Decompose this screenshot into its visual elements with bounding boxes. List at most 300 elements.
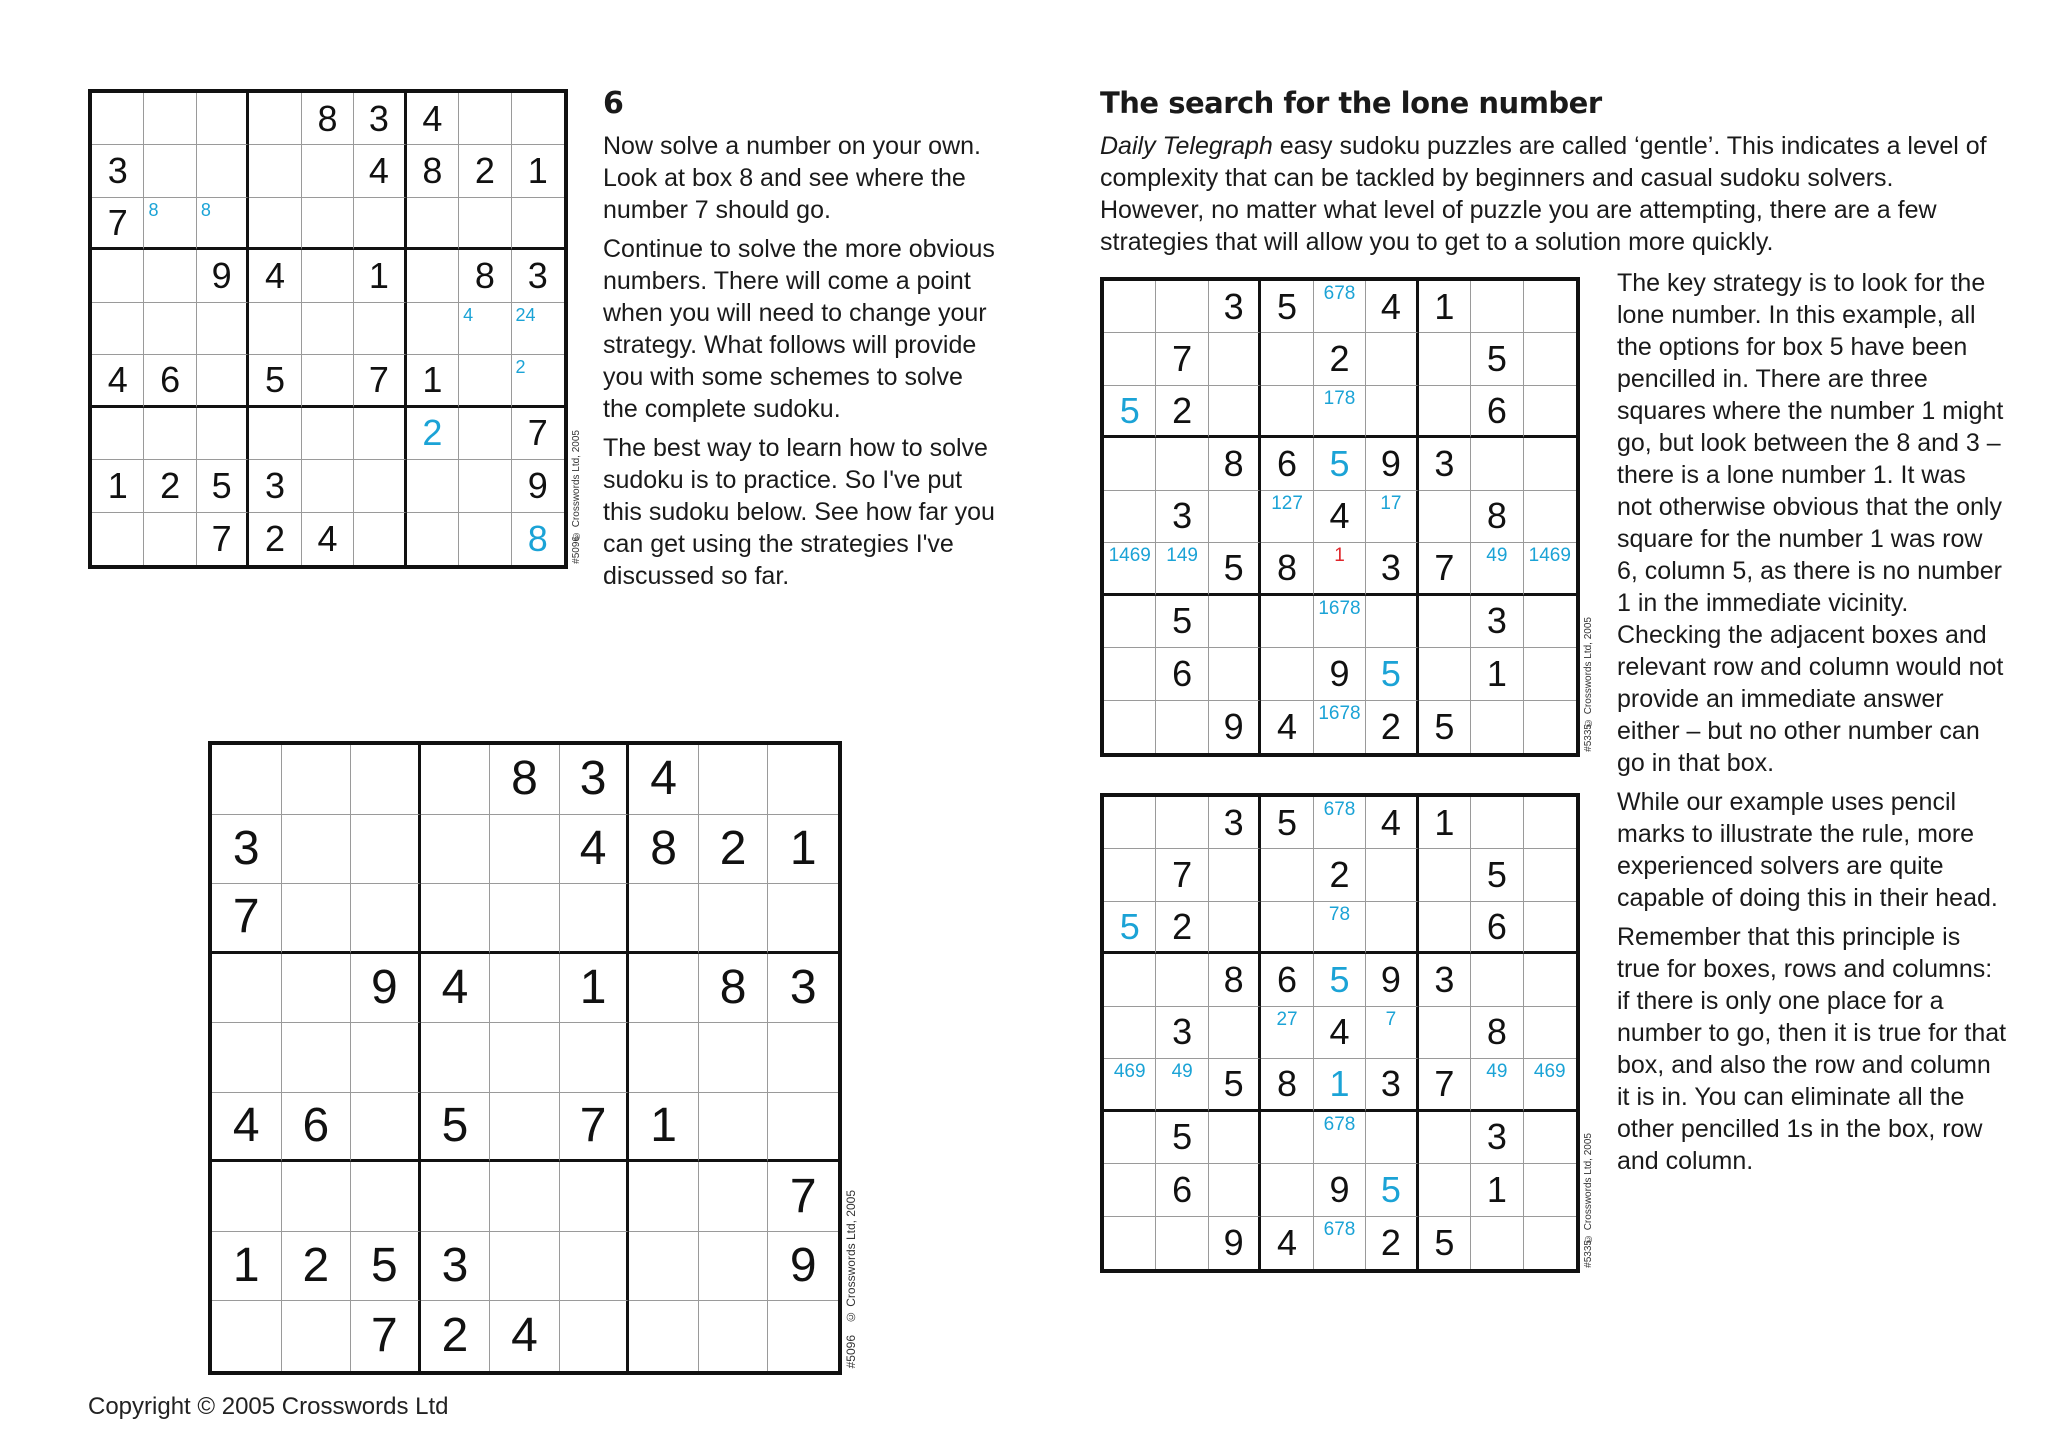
sudoku-cell bbox=[1366, 849, 1418, 901]
sudoku-cell bbox=[1524, 1164, 1576, 1216]
pencil-mark: 678 bbox=[1323, 283, 1356, 304]
sudoku-cell bbox=[1209, 1059, 1261, 1111]
sudoku-cell bbox=[282, 1023, 352, 1093]
given-digit: 3 bbox=[107, 150, 128, 192]
sudoku-cell bbox=[144, 93, 196, 145]
sudoku-cell bbox=[1261, 1217, 1313, 1269]
pencil-mark: 49 bbox=[1171, 1061, 1193, 1083]
sudoku-cell bbox=[1104, 1217, 1156, 1269]
pencil-mark: 1469 bbox=[1108, 545, 1151, 567]
given-digit: 1 bbox=[1486, 652, 1507, 694]
sudoku-cell bbox=[354, 250, 406, 302]
given-digit: 8 bbox=[474, 255, 495, 297]
sudoku-cell bbox=[1524, 491, 1576, 543]
sudoku-cell bbox=[351, 815, 421, 885]
sudoku-cell bbox=[302, 198, 354, 250]
sudoku-cell bbox=[1156, 1059, 1208, 1111]
sudoku-cell bbox=[351, 1093, 421, 1163]
pencil-mark: 1678 bbox=[1318, 597, 1361, 619]
sudoku-cell bbox=[1261, 596, 1313, 648]
sudoku-cell bbox=[1156, 543, 1208, 595]
given-digit: 3 bbox=[1486, 1116, 1507, 1158]
sudoku-cell bbox=[1419, 797, 1471, 849]
copyright-notice: Copyright © 2005 Crosswords Ltd bbox=[88, 1393, 449, 1420]
given-digit: 2 bbox=[441, 1309, 469, 1363]
sudoku-cell bbox=[351, 1232, 421, 1302]
sudoku-cell bbox=[282, 1093, 352, 1163]
sudoku-cell bbox=[768, 1093, 838, 1163]
pencil-mark: 24 bbox=[515, 304, 536, 325]
sudoku-cell bbox=[1104, 596, 1156, 648]
given-digit: 2 bbox=[302, 1239, 330, 1293]
sudoku-cell bbox=[1314, 596, 1366, 648]
sudoku-cell bbox=[1104, 333, 1156, 385]
sudoku-cell bbox=[351, 745, 421, 815]
sudoku-grid-step-6 bbox=[88, 89, 568, 569]
step-text bbox=[603, 130, 1003, 599]
sudoku-cell bbox=[1366, 1217, 1418, 1269]
sudoku-cell bbox=[1104, 849, 1156, 901]
given-digit: 3 bbox=[1434, 959, 1455, 1001]
sudoku-cell bbox=[144, 198, 196, 250]
sudoku-cell bbox=[629, 1301, 699, 1371]
sudoku-cell bbox=[1261, 491, 1313, 543]
sudoku-cell bbox=[1314, 1007, 1366, 1059]
sudoku-cell bbox=[1209, 701, 1261, 753]
sudoku-cell bbox=[1366, 333, 1418, 385]
sudoku-cell bbox=[1104, 648, 1156, 700]
sudoku-cell bbox=[1366, 438, 1418, 490]
given-digit: 5 bbox=[371, 1239, 398, 1293]
given-digit: 2 bbox=[1172, 905, 1193, 947]
sudoku-cell bbox=[1314, 1112, 1366, 1164]
sudoku-cell bbox=[1209, 954, 1261, 1006]
given-digit: 5 bbox=[1277, 801, 1298, 843]
sudoku-cell bbox=[512, 513, 564, 565]
sudoku-cell bbox=[1366, 797, 1418, 849]
sudoku-cell bbox=[354, 355, 406, 407]
step-paragraph-2: Continue to solve the more obvious numbers. There will come a point when you will need to change your strategy. What follows will provide you with some schemes to solve the complete sudoku. bbox=[603, 235, 995, 423]
sudoku-cell bbox=[1524, 1112, 1576, 1164]
sudoku-cell bbox=[1419, 596, 1471, 648]
sudoku-cell bbox=[1471, 902, 1523, 954]
sudoku-cell bbox=[1524, 1217, 1576, 1269]
sudoku-cell bbox=[490, 1301, 560, 1371]
sudoku-cell bbox=[1471, 1164, 1523, 1216]
sudoku-cell bbox=[490, 884, 560, 954]
sudoku-cell bbox=[560, 1232, 630, 1302]
sudoku-cell bbox=[1209, 543, 1261, 595]
sudoku-cell bbox=[354, 198, 406, 250]
sudoku-cell bbox=[144, 460, 196, 512]
sudoku-cell bbox=[1104, 491, 1156, 543]
step-number: 6 bbox=[603, 86, 624, 121]
sudoku-cell bbox=[1314, 648, 1366, 700]
sudoku-cell bbox=[1524, 902, 1576, 954]
pencil-mark: 678 bbox=[1323, 1218, 1356, 1240]
sudoku-cell bbox=[560, 745, 630, 815]
given-digit: 7 bbox=[1172, 338, 1193, 380]
sudoku-cell bbox=[1209, 1217, 1261, 1269]
pencil-mark: 678 bbox=[1323, 799, 1356, 820]
sudoku-cell bbox=[1419, 954, 1471, 1006]
given-digit: 7 bbox=[368, 358, 389, 400]
sudoku-cell bbox=[351, 1301, 421, 1371]
intro-title-italic: Daily Telegraph bbox=[1100, 132, 1273, 160]
sudoku-cell bbox=[1471, 648, 1523, 700]
sudoku-cell bbox=[144, 303, 196, 355]
sudoku-cell bbox=[1261, 701, 1313, 753]
sudoku-cell bbox=[1156, 648, 1208, 700]
sudoku-cell bbox=[407, 198, 459, 250]
sudoku-cell bbox=[1104, 543, 1156, 595]
sudoku-cell bbox=[1419, 701, 1471, 753]
sudoku-cell bbox=[699, 954, 769, 1024]
sudoku-cell bbox=[1419, 438, 1471, 490]
sudoku-cell bbox=[1156, 1164, 1208, 1216]
given-digit: 8 bbox=[1223, 443, 1244, 485]
sudoku-cell bbox=[249, 303, 301, 355]
sudoku-cell bbox=[249, 145, 301, 197]
sudoku-cell bbox=[1314, 281, 1366, 333]
step-paragraph-1: Now solve a number on your own. Look at box 8 and see where the number 7 should go. bbox=[603, 132, 981, 224]
given-digit: 3 bbox=[1223, 285, 1244, 327]
sudoku-cell bbox=[1209, 1007, 1261, 1059]
sudoku-cell bbox=[212, 1162, 282, 1232]
sudoku-cell bbox=[459, 303, 511, 355]
given-digit: 9 bbox=[1380, 959, 1401, 1001]
sudoku-cell bbox=[560, 1301, 630, 1371]
sudoku-cell bbox=[421, 1301, 491, 1371]
sudoku-cell bbox=[1156, 491, 1208, 543]
section-heading: The search for the lone number bbox=[1100, 86, 1602, 120]
sudoku-cell bbox=[1209, 596, 1261, 648]
sudoku-cell bbox=[512, 145, 564, 197]
given-digit: 7 bbox=[527, 412, 548, 454]
sudoku-cell bbox=[92, 355, 144, 407]
given-digit: 5 bbox=[1434, 1221, 1455, 1263]
sudoku-cell bbox=[1471, 1112, 1523, 1164]
sudoku-cell bbox=[1104, 1007, 1156, 1059]
sudoku-cell bbox=[459, 513, 511, 565]
given-digit: 5 bbox=[1277, 285, 1298, 327]
pencil-mark: 8 bbox=[148, 199, 159, 220]
sudoku-cell bbox=[1471, 701, 1523, 753]
sudoku-cell bbox=[1209, 438, 1261, 490]
sudoku-cell bbox=[1261, 333, 1313, 385]
sudoku-cell bbox=[1209, 333, 1261, 385]
sudoku-cell bbox=[1104, 1164, 1156, 1216]
sudoku-cell bbox=[407, 303, 459, 355]
sudoku-cell bbox=[407, 145, 459, 197]
pencil-marks-grid-before bbox=[1100, 277, 1580, 757]
sudoku-cell bbox=[1209, 1112, 1261, 1164]
sudoku-cell bbox=[560, 1093, 630, 1163]
grid3-number: #5335 bbox=[1583, 724, 1594, 752]
sudoku-cell bbox=[1471, 1217, 1523, 1269]
grid2-credit: © Crosswords Ltd, 2005 bbox=[844, 1190, 858, 1325]
sudoku-cell bbox=[92, 303, 144, 355]
sudoku-cell bbox=[144, 408, 196, 460]
given-digit: 4 bbox=[232, 1099, 260, 1153]
given-digit: 2 bbox=[719, 821, 747, 875]
sudoku-cell bbox=[1419, 902, 1471, 954]
pencil-mark: 4 bbox=[463, 304, 474, 325]
sudoku-cell bbox=[1156, 281, 1208, 333]
sudoku-cell bbox=[1471, 438, 1523, 490]
sudoku-cell bbox=[1261, 1007, 1313, 1059]
sudoku-cell bbox=[1471, 491, 1523, 543]
sudoku-cell bbox=[1524, 701, 1576, 753]
sudoku-cell bbox=[768, 1232, 838, 1302]
given-digit: 4 bbox=[368, 150, 389, 192]
highlighted-digit: 5 bbox=[1119, 905, 1140, 947]
highlighted-digit: 5 bbox=[1329, 959, 1350, 1001]
sudoku-cell bbox=[1524, 438, 1576, 490]
given-digit: 5 bbox=[1172, 1116, 1193, 1158]
intro-paragraph bbox=[1100, 130, 2000, 258]
given-digit: 6 bbox=[1277, 443, 1298, 485]
sudoku-cell bbox=[212, 1093, 282, 1163]
given-digit: 7 bbox=[1434, 546, 1455, 588]
grid1-number: #5096 bbox=[571, 536, 582, 564]
sudoku-cell bbox=[1261, 438, 1313, 490]
sudoku-cell bbox=[351, 884, 421, 954]
sudoku-cell bbox=[512, 355, 564, 407]
sudoku-cell bbox=[1524, 281, 1576, 333]
sudoku-cell bbox=[1261, 386, 1313, 438]
sudoku-cell bbox=[302, 93, 354, 145]
sudoku-cell bbox=[768, 1162, 838, 1232]
sudoku-cell bbox=[768, 815, 838, 885]
given-digit: 2 bbox=[1380, 1221, 1401, 1263]
sudoku-cell bbox=[1314, 438, 1366, 490]
sudoku-cell bbox=[1366, 1007, 1418, 1059]
given-digit: 4 bbox=[107, 358, 128, 400]
sudoku-cell bbox=[459, 460, 511, 512]
sudoku-cell bbox=[407, 408, 459, 460]
strategy-text bbox=[1617, 267, 2007, 1184]
given-digit: 5 bbox=[211, 464, 232, 506]
sudoku-cell bbox=[459, 408, 511, 460]
sudoku-cell bbox=[1261, 797, 1313, 849]
given-digit: 2 bbox=[1172, 389, 1193, 431]
sudoku-cell bbox=[1524, 386, 1576, 438]
sudoku-cell bbox=[197, 460, 249, 512]
given-digit: 5 bbox=[1434, 705, 1455, 747]
given-digit: 7 bbox=[1172, 854, 1193, 896]
sudoku-cell bbox=[1419, 386, 1471, 438]
given-digit: 6 bbox=[1172, 652, 1193, 694]
sudoku-cell bbox=[699, 745, 769, 815]
sudoku-cell bbox=[1366, 543, 1418, 595]
sudoku-cell bbox=[1156, 902, 1208, 954]
sudoku-cell bbox=[1314, 1164, 1366, 1216]
sudoku-cell bbox=[1314, 386, 1366, 438]
sudoku-cell bbox=[1524, 797, 1576, 849]
sudoku-cell bbox=[212, 1232, 282, 1302]
given-digit: 6 bbox=[302, 1099, 330, 1153]
sudoku-cell bbox=[354, 408, 406, 460]
highlighted-digit: 1 bbox=[1329, 1062, 1350, 1104]
sudoku-cell bbox=[212, 1301, 282, 1371]
given-digit: 3 bbox=[265, 464, 286, 506]
sudoku-cell bbox=[282, 1232, 352, 1302]
sudoku-cell bbox=[629, 745, 699, 815]
given-digit: 3 bbox=[1434, 443, 1455, 485]
sudoku-cell bbox=[512, 460, 564, 512]
sudoku-cell bbox=[1314, 701, 1366, 753]
sudoku-cell bbox=[144, 513, 196, 565]
sudoku-cell bbox=[768, 1023, 838, 1093]
given-digit: 1 bbox=[232, 1239, 260, 1293]
sudoku-cell bbox=[212, 815, 282, 885]
given-digit: 5 bbox=[1223, 1062, 1244, 1104]
sudoku-cell bbox=[768, 1301, 838, 1371]
highlighted-digit: 8 bbox=[527, 517, 548, 559]
sudoku-cell bbox=[1156, 1007, 1208, 1059]
sudoku-cell bbox=[699, 1162, 769, 1232]
given-digit: 6 bbox=[1486, 905, 1507, 947]
sudoku-cell bbox=[629, 815, 699, 885]
given-digit: 3 bbox=[368, 97, 389, 139]
sudoku-cell bbox=[1524, 596, 1576, 648]
sudoku-cell bbox=[354, 513, 406, 565]
sudoku-cell bbox=[1156, 797, 1208, 849]
sudoku-cell bbox=[1209, 281, 1261, 333]
sudoku-cell bbox=[490, 745, 560, 815]
pencil-mark: 1678 bbox=[1318, 702, 1361, 724]
sudoku-cell bbox=[407, 93, 459, 145]
sudoku-cell bbox=[1471, 386, 1523, 438]
highlighted-digit: 2 bbox=[422, 412, 443, 454]
sudoku-cell bbox=[1419, 1217, 1471, 1269]
sudoku-cell bbox=[768, 884, 838, 954]
sudoku-cell bbox=[1366, 701, 1418, 753]
given-digit: 2 bbox=[1380, 705, 1401, 747]
sudoku-cell bbox=[1209, 1164, 1261, 1216]
pencil-mark: 1469 bbox=[1528, 545, 1571, 567]
given-digit: 6 bbox=[160, 358, 181, 400]
given-digit: 8 bbox=[511, 752, 538, 806]
given-digit: 2 bbox=[474, 150, 495, 192]
sudoku-cell bbox=[1314, 797, 1366, 849]
grid4-number: #5335 bbox=[1583, 1240, 1594, 1268]
sudoku-cell bbox=[629, 884, 699, 954]
given-digit: 7 bbox=[1434, 1062, 1455, 1104]
sudoku-cell bbox=[1366, 1164, 1418, 1216]
given-digit: 8 bbox=[1486, 1011, 1507, 1053]
sudoku-cell bbox=[1261, 281, 1313, 333]
given-digit: 4 bbox=[650, 752, 677, 806]
sudoku-cell bbox=[144, 250, 196, 302]
sudoku-cell bbox=[197, 303, 249, 355]
sudoku-cell bbox=[459, 145, 511, 197]
sudoku-cell bbox=[1471, 849, 1523, 901]
sudoku-cell bbox=[354, 145, 406, 197]
sudoku-cell bbox=[1209, 648, 1261, 700]
sudoku-cell bbox=[351, 1162, 421, 1232]
given-digit: 3 bbox=[1380, 546, 1401, 588]
sudoku-cell bbox=[629, 1093, 699, 1163]
grid1-credit: © Crosswords Ltd, 2005 bbox=[571, 430, 582, 542]
sudoku-cell bbox=[699, 815, 769, 885]
sudoku-cell bbox=[1261, 648, 1313, 700]
sudoku-cell bbox=[1471, 1007, 1523, 1059]
sudoku-cell bbox=[302, 250, 354, 302]
sudoku-cell bbox=[249, 513, 301, 565]
pencil-mark: 469 bbox=[1113, 1061, 1146, 1083]
sudoku-cell bbox=[1366, 902, 1418, 954]
sudoku-cell bbox=[354, 93, 406, 145]
sudoku-cell bbox=[1209, 386, 1261, 438]
sudoku-cell bbox=[302, 408, 354, 460]
sudoku-cell bbox=[92, 513, 144, 565]
given-digit: 8 bbox=[422, 150, 443, 192]
sudoku-cell bbox=[1366, 281, 1418, 333]
sudoku-cell bbox=[512, 303, 564, 355]
sudoku-cell bbox=[92, 145, 144, 197]
given-digit: 8 bbox=[1223, 959, 1244, 1001]
given-digit: 6 bbox=[1172, 1168, 1193, 1210]
pencil-mark: 1 bbox=[1334, 545, 1345, 567]
given-digit: 9 bbox=[211, 255, 232, 297]
pencil-mark: 178 bbox=[1323, 387, 1356, 409]
given-digit: 8 bbox=[1277, 1062, 1298, 1104]
given-digit: 4 bbox=[317, 517, 338, 559]
sudoku-cell bbox=[197, 355, 249, 407]
sudoku-cell bbox=[421, 1232, 491, 1302]
sudoku-cell bbox=[302, 355, 354, 407]
given-digit: 4 bbox=[1277, 705, 1298, 747]
given-digit: 7 bbox=[211, 517, 232, 559]
intro-text: easy sudoku puzzles are called ‘gentle’. This indicates a level of complexity that can be tackled by beginners and casual sudoku solvers. However, no matter what level of puzzle you are attempting, there are a few strategies that will allow you to get to a solution more quickly. bbox=[1100, 132, 1987, 256]
sudoku-cell bbox=[421, 745, 491, 815]
sudoku-cell bbox=[490, 1162, 560, 1232]
given-digit: 8 bbox=[1486, 495, 1507, 537]
sudoku-cell bbox=[560, 815, 630, 885]
sudoku-cell bbox=[1419, 1059, 1471, 1111]
pencil-mark: 2 bbox=[515, 357, 526, 378]
given-digit: 4 bbox=[511, 1309, 538, 1363]
given-digit: 1 bbox=[650, 1099, 677, 1153]
sudoku-cell bbox=[1471, 797, 1523, 849]
sudoku-cell bbox=[490, 1023, 560, 1093]
sudoku-cell bbox=[1471, 1059, 1523, 1111]
sudoku-cell bbox=[282, 815, 352, 885]
sudoku-cell bbox=[1314, 954, 1366, 1006]
strategy-paragraph-3: Remember that this principle is true for boxes, rows and columns: if there is only one place for a number to go, then it is true for that box, and also the row and column it is in. You can eliminate all the other pencilled 1s in the box, row and column. bbox=[1617, 923, 2007, 1175]
sudoku-cell bbox=[1261, 954, 1313, 1006]
highlighted-digit: 5 bbox=[1380, 652, 1401, 694]
given-digit: 3 bbox=[1172, 1011, 1193, 1053]
sudoku-cell bbox=[1524, 954, 1576, 1006]
sudoku-cell bbox=[1524, 849, 1576, 901]
sudoku-cell bbox=[1156, 438, 1208, 490]
sudoku-cell bbox=[197, 513, 249, 565]
sudoku-cell bbox=[1314, 849, 1366, 901]
sudoku-cell bbox=[699, 1023, 769, 1093]
given-digit: 1 bbox=[579, 960, 607, 1014]
given-digit: 9 bbox=[371, 960, 398, 1014]
sudoku-cell bbox=[1261, 902, 1313, 954]
sudoku-cell bbox=[512, 250, 564, 302]
strategy-paragraph-1: The key strategy is to look for the lone number. In this example, all the options for box 5 have been pencilled in. There are three squares where the number 1 might go, but look between the 8 and 3 – there is a lone number 1. It was not otherwise obvious that the only square for the number 1 was row 6, column 5, as there is no number 1 in the immediate vicinity. Checking the adjacent boxes and relevant row and column would not provide an immediate answer either – but no other number can go in that box. bbox=[1617, 269, 2004, 777]
sudoku-cell bbox=[212, 954, 282, 1024]
sudoku-cell bbox=[92, 408, 144, 460]
sudoku-cell bbox=[1209, 797, 1261, 849]
sudoku-cell bbox=[512, 198, 564, 250]
